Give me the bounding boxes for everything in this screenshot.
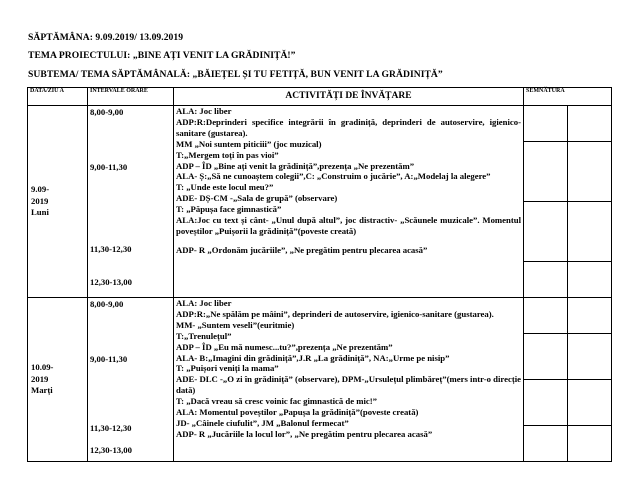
day-cell-luni <box>28 106 88 298</box>
activity-line: ADP – ÎD „Eu mă numesc...tu?”,prezența „Ne prezentăm” <box>176 341 393 352</box>
signature-cell <box>568 380 612 426</box>
day-weekday: Luni <box>31 207 49 218</box>
activity-line: ADE- DȘ-CM -„Sala de grupă” (observare) <box>176 193 338 204</box>
interval-slot: 8,00-9,00 <box>90 299 124 309</box>
column-header-intervals: INTERVALE ORARE <box>88 88 174 106</box>
column-header-activities: ACTIVITĂȚI DE ÎNVĂȚARE <box>174 88 524 106</box>
activity-line: T: „Puișori veniți la mama” <box>176 363 279 374</box>
activity-line: MM „Noi suntem piticiii” (joc muzical) <box>176 138 322 149</box>
activity-line: T: „Dacă vreau să cresc voinic fac gimnastică de mic!” <box>176 396 377 407</box>
week-heading: SĂPTĂMÂNA: 9.09.2019/ 13.09.2019 <box>28 32 184 43</box>
signature-cell <box>568 334 612 380</box>
activities-cell <box>174 298 524 462</box>
activity-line: T: „Păpușa face gimnastică” <box>176 204 282 215</box>
activities-cell <box>174 106 524 298</box>
signature-cell <box>568 426 612 462</box>
signature-cell <box>524 106 568 142</box>
column-header-date: DATA/ZIU A <box>28 88 88 106</box>
interval-slot: 8,00-9,00 <box>90 107 124 117</box>
day-cell-marti <box>28 298 88 462</box>
activity-line: ADP:R:„Ne spălăm pe mâini”, deprinderi de autoservire, igienico-sanitare (gustarea). <box>176 308 494 319</box>
signature-cell <box>568 106 612 142</box>
activity-line: ADP- R „Ordonăm jucăriile”, „Ne pregătim pentru plecarea acasă” <box>176 244 428 255</box>
signature-cell <box>524 262 568 298</box>
day-year: 2019 <box>31 373 49 384</box>
interval-slot: 11,30-12,30 <box>90 244 132 254</box>
signature-cell <box>524 380 568 426</box>
signature-cell <box>524 334 568 380</box>
table-row <box>28 106 612 142</box>
activity-line: ADP:R:Deprinderi specifice integrării în gradiniță, deprinderi de autoservire, igienico-sanitare (gustarea). <box>176 116 521 138</box>
activity-line: ADP- R „Jucăriile la locul lor”, „Ne pregătim pentru plecarea acasă” <box>176 428 433 439</box>
weekly-schedule-table <box>27 87 612 462</box>
weekly-subtheme-heading: SUBTEMA/ TEMA SĂPTĂMÂNALĂ: „BĂIEȚEL ȘI TU FETIȚĂ, BUN VENIT LA GRĂDINIȚĂ” <box>28 69 443 80</box>
interval-slot: 11,30-12,30 <box>90 423 132 433</box>
activity-line: MM- „Suntem veseli”(euritmie) <box>176 319 295 330</box>
signature-cell <box>568 298 612 334</box>
interval-slot: 9,00-11,30 <box>90 162 128 172</box>
activity-line: ADP – ÎD „Bine ați venit la grădiniță”,prezența „Ne prezentăm” <box>176 160 415 171</box>
day-year: 2019 <box>31 195 49 206</box>
signature-cell <box>524 202 568 262</box>
activity-line: ALA: Momentul poveștilor „Papușa la grădiniță”(poveste creată) <box>176 407 419 418</box>
column-header-signature: SEMNĂTURA <box>524 88 612 106</box>
signature-cell <box>568 202 612 262</box>
project-theme-heading: TEMA PROIECTULUI: „BINE AȚI VENIT LA GRĂDINIȚĂ!” <box>28 50 296 61</box>
activity-line: T:„Trenulețul” <box>176 330 232 341</box>
activity-line: ALA:Joc cu text și cânt- „Unul după altul”, joc distractiv- „Scăunele muzicale”. Momentul poveștilor „Puișorii la grădiniță”(poveste creată) <box>176 215 521 236</box>
day-weekday: Marți <box>31 385 53 396</box>
interval-slot: 12,30-13,00 <box>90 445 132 455</box>
signature-cell <box>524 426 568 462</box>
table-row <box>28 298 612 334</box>
activity-line: T:„Mergem toți în pas vioi” <box>176 149 279 160</box>
activity-line: ADE- DLC -„O zi în grădiniță” (observare), DPM-„Ursulețul plimbăreț”(mers intr-o direcție dată) <box>176 374 521 396</box>
signature-cell <box>524 142 568 202</box>
activity-line: ALA: Joc liber <box>176 298 232 308</box>
activity-line: ALA: Joc liber <box>176 106 232 116</box>
table-header-row <box>28 88 612 106</box>
interval-slot: 9,00-11,30 <box>90 354 128 364</box>
day-date: 10.09- <box>31 362 54 373</box>
activity-line: JD- „Câinele ciufulit”, JM „Balonul fermecat” <box>176 417 349 428</box>
intervals-cell <box>88 106 174 298</box>
activity-line: T: „Unde este locul meu?” <box>176 182 274 193</box>
day-date: 9.09- <box>31 184 50 195</box>
signature-cell <box>568 142 612 202</box>
activity-line: ALA- B:„Imagini din grădiniță”,J.R „La grădiniță”, NA:„Urme pe nisip” <box>176 352 450 363</box>
signature-cell <box>524 298 568 334</box>
intervals-cell <box>88 298 174 462</box>
activity-line: ALA- Ș:„Să ne cunoaștem colegii”,C: „Construim o jucărie”, A:„Modelaj la alegere” <box>176 171 491 182</box>
interval-slot: 12,30-13,00 <box>90 277 132 287</box>
signature-cell <box>568 262 612 298</box>
